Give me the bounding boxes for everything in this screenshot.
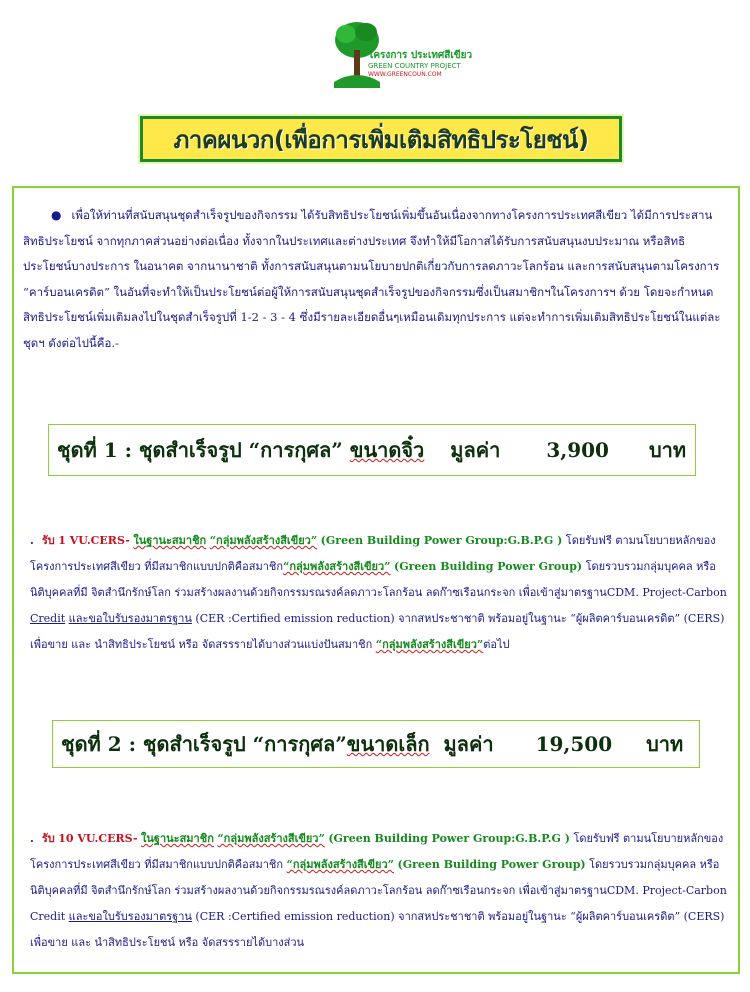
page-title: ภาคผนวก(เพื่อการเพิ่มเติมสิทธิประโยชน์) — [173, 125, 589, 154]
member-status: ในฐานะสมาชิก — [141, 832, 214, 845]
package-price-label: มูลค่า — [443, 732, 494, 756]
package-size: ขนาดจิ๋ว — [349, 438, 425, 462]
package-2-heading — [52, 720, 700, 768]
rights-text-4: จากสหประชาชาติ พร้อมอยู่ในฐานะ “ผู้ผลิตคาร์บอนเครดิต” (CERS) เพื่อขาย และ นำสิทธิประโยชน์ หรือ จัดสรรรายได้บางส่วน — [30, 910, 725, 949]
logo-name-en: GREEN COUNTRY PROJECT — [368, 62, 461, 70]
rights-text-2: โดยรวบรวมกลุ่มบุคคล หรือ นิติบุคคลที่มี จิตสำนึกรักษ์โลก ร่วมสร้างผลงานด้วยกิจกรรมรณรงค์ลดภาวะโลกร้อน ลดก๊าซเรือนกระจก เพื่อเข้าสู่มาตรฐานCDM. Project-Carbon Credit — [30, 858, 727, 923]
cer-text: (CER :Certified emission reduction) — [195, 910, 395, 923]
bullet-icon: . — [30, 534, 34, 547]
vu-amount: 10 VU.CERS- — [58, 832, 138, 845]
group-name-th-2: “กลุ่มพลังสร้างสีเขียว” — [286, 858, 395, 871]
green-country-logo — [322, 18, 473, 96]
group-name-en-2: (Green Building Power Group) — [397, 858, 586, 871]
rights-text-2: โดยรวบรวมกลุ่มบุคคล หรือ นิติบุคคลที่มี จิตสำนึกรักษ์โลก ร่วมสร้างผลงานด้วยกิจกรรมรณรงค์ลดภาวะโลกร้อน ลดก๊าซเรือนกระจก เพื่อเข้าสู่มาตรฐานCDM. Project-Carbon — [30, 560, 727, 599]
package-unit: บาท — [646, 732, 684, 756]
rights-text-1: โดยรับฟรี ตามนโยบายหลักของ โครงการประเทศสีเขียว ที่มีสมาชิกแบบปกติคือสมาชิก — [30, 832, 724, 871]
package-price-label: มูลค่า — [450, 438, 501, 462]
group-name-th: “กลุ่มพลังสร้างสีเขียว” — [217, 832, 325, 845]
package-name: “การกุศล” — [252, 732, 347, 756]
group-name-en-2: (Green Building Power Group) — [394, 560, 583, 573]
package-1-rights — [30, 528, 740, 658]
package-unit: บาท — [648, 438, 687, 462]
logo-url: WWW.GREENCOUN.COM — [368, 71, 442, 78]
package-name: “การกุศล” — [248, 438, 343, 462]
group-name-en: (Green Building Power Group:G.B.P.G ) — [328, 832, 570, 845]
logo-name-th: โครงการ ประเทศสีเขียว — [368, 50, 473, 61]
rights-text-5: ต่อไป — [483, 638, 510, 651]
intro-text: เพื่อให้ท่านที่สนับสนุนชุดสำเร็จรูปของกิจกรรม ได้รับสิทธิประโยชน์เพิ่มขึ้นอันเนื่องจากทางโครงการประเทศสีเขียว ได้มีการประสานสิทธิประโยชน์ จากทุกภาคส่วนอย่างต่อเนื่อง ทั้งจากในประเทศและต่างประเทศ จึงทำให้มีโอกาสได้รับการสนับสนุนงบประมาณ หรือสิทธิประโยชน์บางประการ ในอนาคต จากนานาชาติ ทั้งการสนับสนุนตามนโยบายปกติเกี่ยวกับการลดภาวะโลกร้อน และการสนับสนุนตามโครงการ “คาร์บอนเครดิต” ในอันที่จะทำให้เป็นประโยชน์ต่อผู้ให้การสนับสนุนชุดสำเร็จรูปของกิจกรรมซึ่งเป็นสมาชิกฯในโครงการฯ ด้วย โดยจะกำหนดสิทธิประโยชน์เพิ่มเติมลงไปในชุดสำเร็จรูปที่ 1-2 - 3 - 4 ซึ่งมีรายละเอียดอื่นๆเหมือนเดิมทุกประการ แต่จะทำการเพิ่มเติมสิทธิประโยชน์ในแต่ละชุดฯ ดังต่อไปนี้คือ.- — [23, 208, 721, 350]
rights-text-3: และขอใบรับรองมาตรฐาน — [68, 612, 192, 625]
cer-text: (CER :Certified emission reduction) — [195, 612, 395, 625]
package-label: ชุดที่ 1 : ชุดสำเร็จรูป — [57, 438, 242, 462]
rights-text-4: จากสหประชาชาติ พร้อมอยู่ในฐานะ “ผู้ผลิตคาร์บอนเครดิต” (CERS) เพื่อขาย และ นำสิทธิประโยชน์ หรือ จัดสรรรายได้บางส่วนแบ่งปันสมาชิก — [30, 612, 725, 651]
page-title-box — [140, 116, 622, 162]
package-price: 19,500 — [535, 732, 613, 756]
member-status: ในฐานะสมาชิก — [133, 534, 207, 547]
rights-text-3: และขอใบรับรองมาตรฐาน — [68, 910, 192, 923]
intro-paragraph — [23, 203, 730, 356]
receive-label: รับ — [41, 832, 55, 845]
group-name-th: “กลุ่มพลังสร้างสีเขียว” — [209, 534, 318, 547]
group-name-en: (Green Building Power Group:G.B.P.G ) — [320, 534, 563, 547]
package-1-heading — [48, 424, 696, 476]
vu-amount: 1 VU.CERS- — [58, 534, 130, 547]
group-name-th-2: “กลุ่มพลังสร้างสีเขียว” — [283, 560, 391, 573]
rights-text-1: โดยรับฟรี ตามนโยบายหลักของโครงการประเทศสีเขียว ที่มีสมาชิกแบบปกติคือสมาชิก — [30, 534, 716, 573]
package-price: 3,900 — [546, 438, 609, 462]
package-2-rights — [30, 826, 740, 956]
group-name-th-3: “กลุ่มพลังสร้างสีเขียว” — [375, 638, 484, 651]
bullet-icon: ● — [51, 208, 62, 222]
bullet-icon: . — [30, 832, 34, 845]
credit-word: Credit — [30, 612, 66, 625]
receive-label: รับ — [41, 534, 55, 547]
package-label: ชุดที่ 2 : ชุดสำเร็จรูป — [61, 732, 246, 756]
package-size: ขนาดเล็ก — [346, 732, 430, 756]
